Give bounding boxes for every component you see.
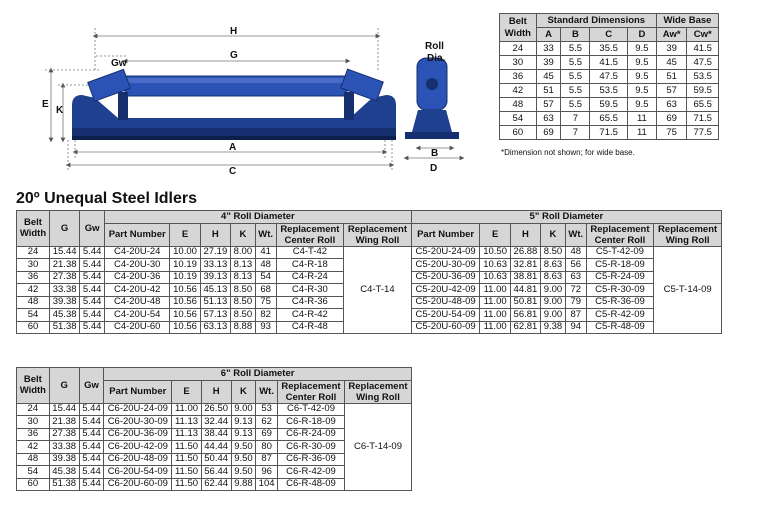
- table-cell: 71.5: [590, 126, 627, 140]
- table-cell: 47.5: [687, 56, 719, 70]
- table-cell: 26.88: [510, 246, 540, 259]
- table-cell: 11.00: [480, 309, 510, 322]
- table-cell: 5.44: [79, 428, 104, 441]
- table-cell: C6-20U-48-09: [104, 453, 172, 466]
- label-C: C: [229, 166, 237, 177]
- table-cell: 69: [656, 112, 687, 126]
- table-cell: 8.13: [231, 259, 256, 272]
- table-cell: 9.38: [541, 321, 566, 334]
- col-wt-5: Wt.: [565, 223, 586, 246]
- table-cell: 9.5: [627, 98, 656, 112]
- table-cell: 42: [17, 284, 50, 297]
- table-cell: 30: [17, 259, 50, 272]
- table-cell: C4-T-42: [276, 246, 344, 259]
- table-cell: 36: [17, 428, 50, 441]
- table-cell: C4-20U-24: [105, 246, 170, 259]
- std-col-B: B: [561, 28, 590, 42]
- table-cell: 54: [17, 466, 50, 479]
- table-cell: 51.38: [49, 478, 79, 491]
- table-cell: 5.44: [80, 259, 105, 272]
- table-cell: 26.50: [201, 403, 231, 416]
- table-cell: C6-20U-60-09: [104, 478, 172, 491]
- table-cell: 51.13: [200, 296, 230, 309]
- table-cell: 9.50: [231, 441, 256, 454]
- col-wt-6: Wt.: [256, 380, 278, 403]
- table-cell: 11.50: [172, 453, 201, 466]
- table-row: [500, 70, 719, 84]
- table-cell: 9.50: [231, 453, 256, 466]
- table-cell: 39.38: [49, 453, 79, 466]
- table-cell: C5-20U-36-09: [411, 271, 480, 284]
- col-rc-6: Replacement Center Roll: [278, 380, 345, 403]
- table-cell: 62: [256, 416, 278, 429]
- table-row: [500, 98, 719, 112]
- std-col-A: A: [536, 28, 561, 42]
- table-cell: 5.44: [79, 441, 104, 454]
- label-dia: Dia.: [427, 53, 446, 64]
- col-H-4: H: [200, 223, 230, 246]
- table-cell: 11: [627, 112, 656, 126]
- table-cell: 104: [256, 478, 278, 491]
- table-cell: 10.00: [170, 246, 200, 259]
- label-D: D: [430, 163, 438, 174]
- standard-dimensions-table: [499, 13, 719, 140]
- table-cell: 39: [536, 56, 561, 70]
- table-cell: 94: [565, 321, 586, 334]
- table-cell: C6-20U-30-09: [104, 416, 172, 429]
- table-cell: C5-R-24-09: [586, 271, 654, 284]
- table-cell: 48: [17, 296, 50, 309]
- table-cell: 5.44: [79, 453, 104, 466]
- table-cell: 68: [255, 284, 276, 297]
- table-cell: 54: [500, 112, 537, 126]
- table-cell: 63.13: [200, 321, 230, 334]
- table-cell: 27.38: [49, 271, 79, 284]
- table-cell: 9.5: [627, 42, 656, 56]
- table-cell: 5.44: [80, 246, 105, 259]
- table-row: [17, 246, 722, 259]
- table-cell: 8.63: [541, 259, 566, 272]
- table-cell: 45.38: [49, 466, 79, 479]
- table-cell: 10.19: [170, 259, 200, 272]
- table-cell: 56: [565, 259, 586, 272]
- table-cell: C6-R-24-09: [278, 428, 345, 441]
- table-cell: 39: [656, 42, 687, 56]
- roll-4-5-table: [16, 210, 722, 334]
- table-cell: C4-20U-60: [105, 321, 170, 334]
- std-col-Aw: Aw*: [656, 28, 687, 42]
- table-cell: 11.00: [480, 284, 510, 297]
- table-cell: 33.13: [200, 259, 230, 272]
- table-cell: 60: [17, 321, 50, 334]
- col-E-6: E: [172, 380, 201, 403]
- table-cell: 5.5: [561, 56, 590, 70]
- group-5-roll: 5" Roll Diameter: [411, 211, 721, 224]
- table-cell: 51: [656, 70, 687, 84]
- table-cell: 87: [256, 453, 278, 466]
- table-cell: 11.50: [172, 466, 201, 479]
- table-cell: C5-20U-30-09: [411, 259, 480, 272]
- label-K: K: [56, 105, 64, 116]
- table-cell: 10.56: [170, 321, 200, 334]
- table-cell: 41: [255, 246, 276, 259]
- table-cell: 69: [536, 126, 561, 140]
- table-cell: 45: [656, 56, 687, 70]
- wide-base-header: Wide Base: [656, 14, 718, 28]
- table-cell: C6-R-30-09: [278, 441, 345, 454]
- table-cell: C4-20U-36: [105, 271, 170, 284]
- table-cell: 24: [17, 403, 50, 416]
- table-cell: 7: [561, 126, 590, 140]
- table-cell: 21.38: [49, 259, 79, 272]
- col-G: G: [49, 211, 79, 247]
- label-H: H: [230, 26, 238, 37]
- table-cell: 51: [536, 84, 561, 98]
- table-cell: 9.50: [231, 466, 256, 479]
- table-cell: 5.5: [561, 84, 590, 98]
- table-cell: 36: [17, 271, 50, 284]
- table-cell: C4-R-42: [276, 309, 344, 322]
- table-cell: C5-R-18-09: [586, 259, 654, 272]
- col-E-5: E: [480, 223, 510, 246]
- table-cell: 45.13: [200, 284, 230, 297]
- table-cell: C6-R-36-09: [278, 453, 345, 466]
- table-cell: 5.44: [79, 478, 104, 491]
- table-cell: 69: [256, 428, 278, 441]
- table-row: [500, 126, 719, 140]
- table-cell: 24: [17, 246, 50, 259]
- table-cell: C4-20U-30: [105, 259, 170, 272]
- table-cell: 62.81: [510, 321, 540, 334]
- table-cell: 41.5: [687, 42, 719, 56]
- table-cell: 48: [17, 453, 50, 466]
- table-cell: 62.44: [201, 478, 231, 491]
- table-cell: 51.38: [49, 321, 79, 334]
- col-Gw: Gw: [80, 211, 105, 247]
- std-belt-width-header: Belt Width: [500, 14, 537, 42]
- table-cell: 42: [17, 441, 50, 454]
- table-cell: C4-20U-42: [105, 284, 170, 297]
- col-rw-6: Replacement Wing Roll: [344, 380, 411, 403]
- table-cell: 65.5: [687, 98, 719, 112]
- table-cell: 75: [656, 126, 687, 140]
- table-cell: 5.44: [79, 416, 104, 429]
- table-cell: 5.44: [80, 271, 105, 284]
- table-cell: 5.5: [561, 42, 590, 56]
- table-cell: 9.13: [231, 428, 256, 441]
- label-G: G: [230, 50, 238, 61]
- table-cell: 10.63: [480, 259, 510, 272]
- col-rc-5: Replacement Center Roll: [586, 223, 654, 246]
- std-col-Cw: Cw*: [687, 28, 719, 42]
- table-cell: 60: [17, 478, 50, 491]
- table-cell: C4-R-24: [276, 271, 344, 284]
- table-cell: 11: [627, 126, 656, 140]
- table-cell: 56.81: [510, 309, 540, 322]
- col-H-6: H: [201, 380, 231, 403]
- table-cell: 32.44: [201, 416, 231, 429]
- table-cell: C6-R-18-09: [278, 416, 345, 429]
- table-cell: 10.56: [170, 284, 200, 297]
- table-cell: 44.44: [201, 441, 231, 454]
- table-cell: 80: [256, 441, 278, 454]
- table-cell: 50.81: [510, 296, 540, 309]
- table-cell: 9.5: [627, 56, 656, 70]
- table-cell: 15.44: [49, 403, 79, 416]
- table-cell: C4-R-36: [276, 296, 344, 309]
- table-cell: 11.00: [172, 403, 201, 416]
- table-cell: 96: [256, 466, 278, 479]
- table-cell: C6-20U-42-09: [104, 441, 172, 454]
- table-cell: 44.81: [510, 284, 540, 297]
- group-4-roll: 4" Roll Diameter: [105, 211, 412, 224]
- table-cell: C4-R-30: [276, 284, 344, 297]
- table-cell: 5.44: [80, 321, 105, 334]
- table-cell: 63: [656, 98, 687, 112]
- belt-width-header-6: Belt Width: [17, 368, 50, 404]
- col-wt-4: Wt.: [255, 223, 276, 246]
- table-cell: 63: [536, 112, 561, 126]
- table-cell: 10.63: [480, 271, 510, 284]
- table-cell: 9.5: [627, 84, 656, 98]
- belt-width-header: Belt Width: [17, 211, 50, 247]
- table-cell: 8.50: [541, 246, 566, 259]
- table-cell: 50.44: [201, 453, 231, 466]
- table-cell: 33.38: [49, 441, 79, 454]
- table-cell: 59.5: [590, 98, 627, 112]
- table-cell: 30: [17, 416, 50, 429]
- table-cell: C5-20U-24-09: [411, 246, 480, 259]
- table-cell: 59.5: [687, 84, 719, 98]
- table-cell: 15.44: [49, 246, 79, 259]
- table-cell: 9.5: [627, 70, 656, 84]
- table-cell: 5.44: [80, 309, 105, 322]
- col-Gw-6: Gw: [79, 368, 104, 404]
- table-cell: 24: [500, 42, 537, 56]
- table-cell: 8.50: [231, 296, 256, 309]
- table-cell: 8.63: [541, 271, 566, 284]
- table-cell: 9.00: [541, 309, 566, 322]
- table-cell: 57: [656, 84, 687, 98]
- table-cell: C5-20U-60-09: [411, 321, 480, 334]
- group-6-roll: 6" Roll Diameter: [104, 368, 412, 381]
- table-cell: 8.50: [231, 284, 256, 297]
- table-cell: 5.5: [561, 70, 590, 84]
- table-cell: C6-20U-54-09: [104, 466, 172, 479]
- table-cell: 87: [565, 309, 586, 322]
- table-cell: 9.13: [231, 416, 256, 429]
- table-row: [500, 84, 719, 98]
- std-note: *Dimension not shown; for wide base.: [501, 148, 635, 157]
- label-A: A: [229, 142, 237, 153]
- table-cell: C5-R-30-09: [586, 284, 654, 297]
- table-cell: 57: [536, 98, 561, 112]
- table-cell: 8.00: [231, 246, 256, 259]
- col-part-5: Part Number: [411, 223, 480, 246]
- idler-diagram: [0, 0, 480, 185]
- table-cell: 35.5: [590, 42, 627, 56]
- col-E-4: E: [170, 223, 200, 246]
- table-cell: 11.50: [172, 478, 201, 491]
- table-cell: C6-20U-36-09: [104, 428, 172, 441]
- table-cell: C5-20U-42-09: [411, 284, 480, 297]
- table-cell: 5.44: [80, 296, 105, 309]
- table-cell: 56.44: [201, 466, 231, 479]
- table-cell: C5-R-36-09: [586, 296, 654, 309]
- table-cell: 77.5: [687, 126, 719, 140]
- table-cell: 53.5: [590, 84, 627, 98]
- side-view: [405, 58, 459, 139]
- table-cell: 7: [561, 112, 590, 126]
- col-part-6: Part Number: [104, 380, 172, 403]
- table-cell: C6-R-48-09: [278, 478, 345, 491]
- table-cell: 41.5: [590, 56, 627, 70]
- table-cell: C5-20U-48-09: [411, 296, 480, 309]
- col-part-4: Part Number: [105, 223, 170, 246]
- table-cell: 10.56: [170, 296, 200, 309]
- table-cell: 36: [500, 70, 537, 84]
- table-cell: 65.5: [590, 112, 627, 126]
- table-cell: 5.5: [561, 98, 590, 112]
- table-cell: 82: [255, 309, 276, 322]
- table-cell: 5.44: [79, 466, 104, 479]
- table-cell: 60: [500, 126, 537, 140]
- table-cell: 38.44: [201, 428, 231, 441]
- col-K-4: K: [231, 223, 256, 246]
- table-row: [17, 403, 412, 416]
- table-cell: 9.88: [231, 478, 256, 491]
- col-H-5: H: [510, 223, 540, 246]
- label-E: E: [42, 99, 49, 110]
- table-cell: 72: [565, 284, 586, 297]
- std-col-C: C: [590, 28, 627, 42]
- col-rc-4: Replacement Center Roll: [276, 223, 344, 246]
- wing-roll-5: C5-T-14-09: [654, 246, 722, 334]
- table-cell: 45: [536, 70, 561, 84]
- table-cell: 5.44: [79, 403, 104, 416]
- roll-6-table: [16, 367, 412, 491]
- table-cell: C5-R-42-09: [586, 309, 654, 322]
- table-cell: 48: [500, 98, 537, 112]
- table-cell: 39.38: [49, 296, 79, 309]
- table-cell: C4-20U-54: [105, 309, 170, 322]
- table-cell: 48: [565, 246, 586, 259]
- std-dims-header: Standard Dimensions: [536, 14, 656, 28]
- table-cell: C4-R-18: [276, 259, 344, 272]
- table-cell: C5-T-42-09: [586, 246, 654, 259]
- col-rw-5: Replacement Wing Roll: [654, 223, 722, 246]
- table-row: [500, 56, 719, 70]
- table-cell: 54: [255, 271, 276, 284]
- table-cell: 21.38: [49, 416, 79, 429]
- table-cell: 8.50: [231, 309, 256, 322]
- table-cell: 30: [500, 56, 537, 70]
- label-B: B: [431, 148, 439, 159]
- table-cell: C4-R-48: [276, 321, 344, 334]
- table-cell: 10.19: [170, 271, 200, 284]
- table-cell: 42: [500, 84, 537, 98]
- table-cell: 11.00: [480, 321, 510, 334]
- table-row: [500, 42, 719, 56]
- table-cell: 53: [256, 403, 278, 416]
- table-cell: C6-T-42-09: [278, 403, 345, 416]
- table-cell: 79: [565, 296, 586, 309]
- table-cell: 8.13: [231, 271, 256, 284]
- table-cell: 71.5: [687, 112, 719, 126]
- table-cell: 11.13: [172, 416, 201, 429]
- table-cell: 57.13: [200, 309, 230, 322]
- table-cell: 9.00: [541, 284, 566, 297]
- table-cell: 63: [565, 271, 586, 284]
- page-title: 20º Unequal Steel Idlers: [16, 190, 198, 207]
- table-cell: 93: [255, 321, 276, 334]
- table-cell: 10.50: [480, 246, 510, 259]
- table-cell: 9.00: [541, 296, 566, 309]
- wing-roll-6: C6-T-14-09: [344, 403, 411, 491]
- col-K-6: K: [231, 380, 256, 403]
- table-cell: 27.38: [49, 428, 79, 441]
- table-cell: 54: [17, 309, 50, 322]
- label-roll: Roll: [425, 41, 444, 52]
- table-cell: 53.5: [687, 70, 719, 84]
- table-cell: 75: [255, 296, 276, 309]
- table-cell: 9.00: [231, 403, 256, 416]
- col-G-6: G: [49, 368, 79, 404]
- table-cell: 11.00: [480, 296, 510, 309]
- table-cell: 27.19: [200, 246, 230, 259]
- table-cell: C6-20U-24-09: [104, 403, 172, 416]
- col-K-5: K: [541, 223, 566, 246]
- table-cell: 11.50: [172, 441, 201, 454]
- table-cell: 47.5: [590, 70, 627, 84]
- table-cell: C5-20U-54-09: [411, 309, 480, 322]
- table-cell: 38.81: [510, 271, 540, 284]
- label-Gw: Gw: [111, 58, 127, 69]
- table-cell: 11.13: [172, 428, 201, 441]
- table-cell: C5-R-48-09: [586, 321, 654, 334]
- col-rw-4: Replacement Wing Roll: [344, 223, 412, 246]
- table-cell: 45.38: [49, 309, 79, 322]
- std-col-D: D: [627, 28, 656, 42]
- table-cell: C4-20U-48: [105, 296, 170, 309]
- table-cell: 33: [536, 42, 561, 56]
- table-cell: 5.44: [80, 284, 105, 297]
- table-cell: 8.88: [231, 321, 256, 334]
- table-cell: 10.56: [170, 309, 200, 322]
- table-cell: 48: [255, 259, 276, 272]
- table-cell: 33.38: [49, 284, 79, 297]
- wing-roll-4: C4-T-14: [344, 246, 412, 334]
- table-cell: 32.81: [510, 259, 540, 272]
- table-row: [500, 112, 719, 126]
- table-cell: 39.13: [200, 271, 230, 284]
- table-cell: C6-R-42-09: [278, 466, 345, 479]
